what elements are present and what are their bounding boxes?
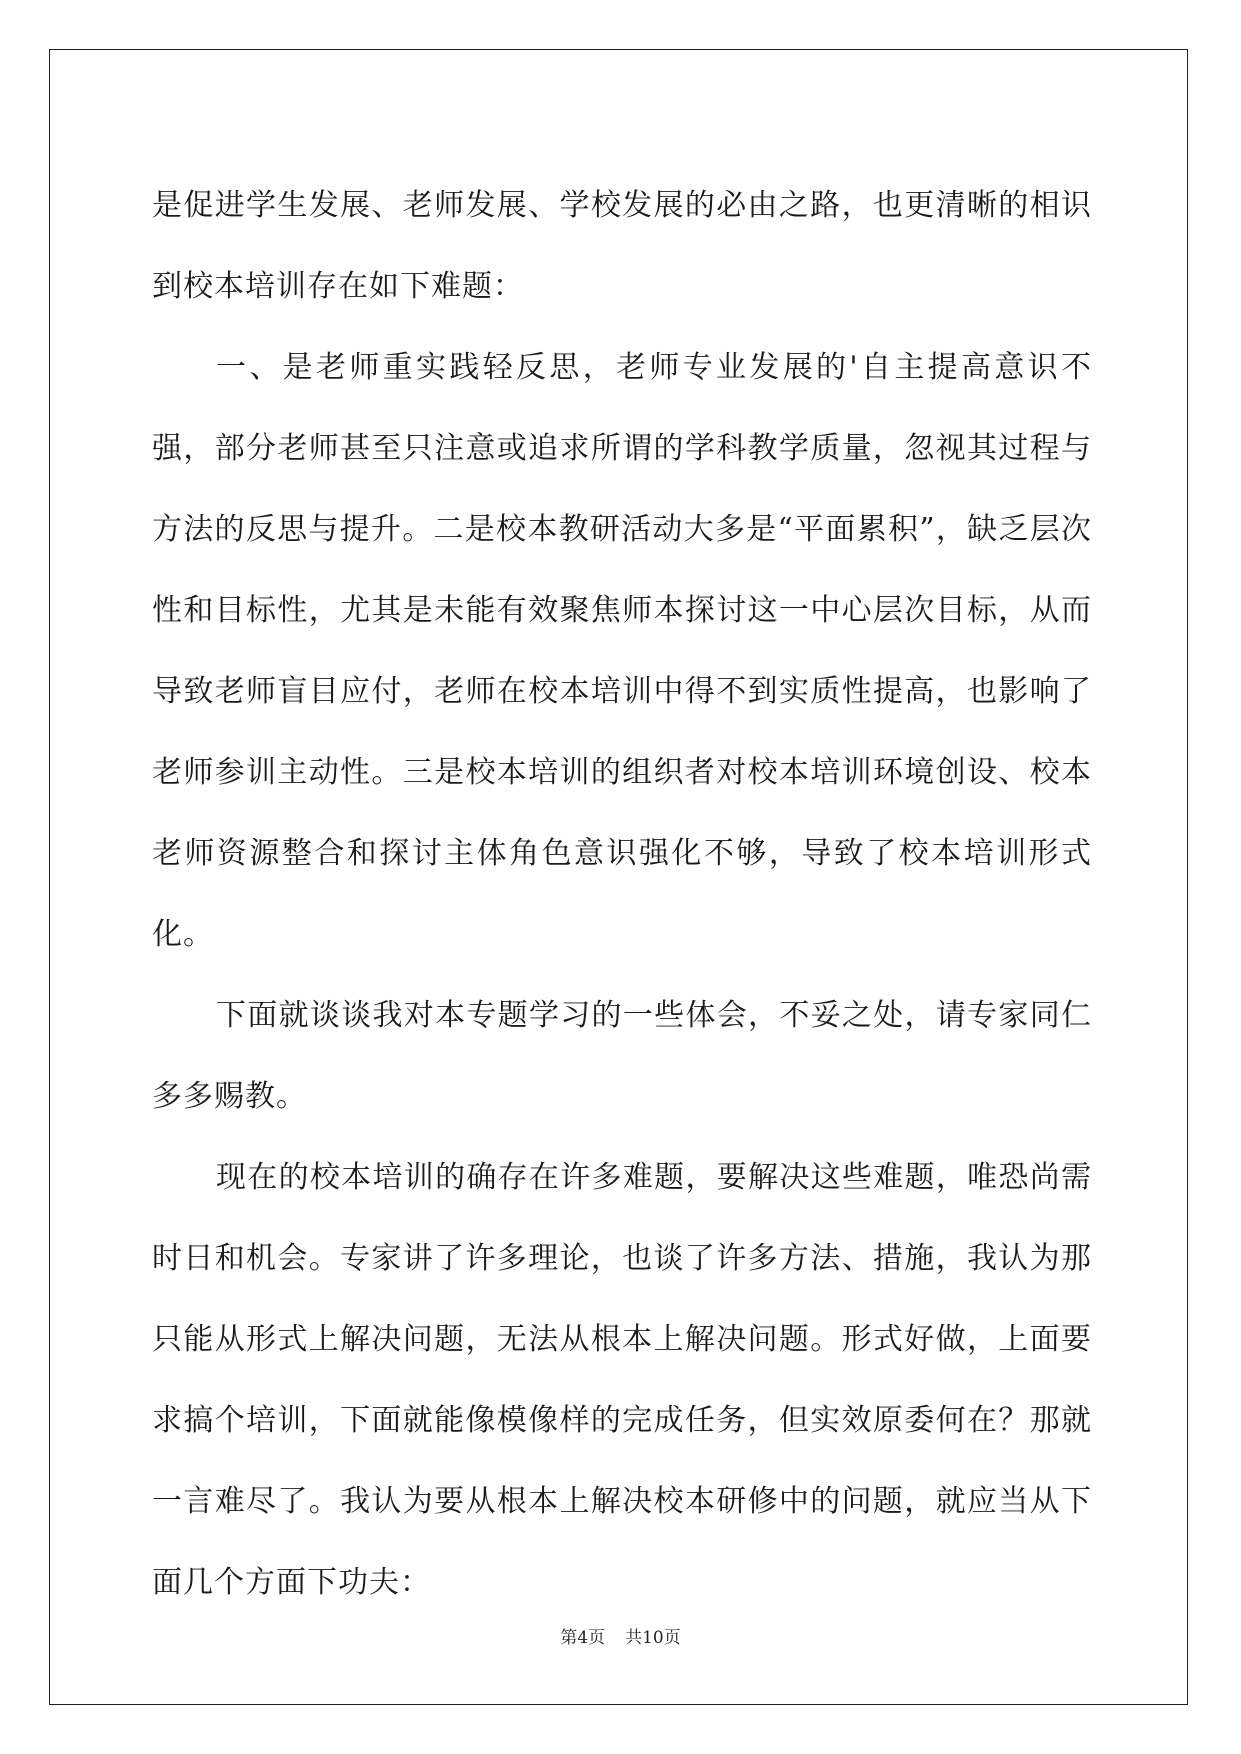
page-total: 共10页 — [625, 1628, 681, 1648]
document-body — [152, 165, 1092, 1623]
page-number: 第4页 — [560, 1628, 606, 1648]
page-footer — [0, 1623, 1241, 1648]
paragraph-problems: 一、是老师重实践轻反思，老师专业发展的'自主提高意识不强，部分老师甚至只注意或追求所谓的学科教学质量，忽视其过程与方法的反思与提升。二是校本教研活动大多是“平面累积”，缺乏层次性和目标性，尤其是未能有效聚焦师本探讨这一中心层次目标，从而导致老师盲目应付，老师在校本培训中得不到实质性提高，也影响了老师参训主动性。三是校本培训的组织者对校本培训环境创设、校本老师资源整合和探讨主体角色意识强化不够，导致了校本培训形式化。 — [152, 350, 1092, 952]
paragraph-solutions: 现在的校本培训的确存在许多难题，要解决这些难题，唯恐尚需时日和机会。专家讲了许多理论，也谈了许多方法、措施，我认为那只能从形式上解决问题，无法从根本上解决问题。形式好做，上面要求搞个培训，下面就能像模像样的完成任务，但实效原委何在？那就一言难尽了。我认为要从根本上解决校本研修中的问题，就应当从下面几个方面下功夫： — [152, 1160, 1092, 1600]
paragraph-intro: 下面就谈谈我对本专题学习的一些体会，不妥之处，请专家同仁多多赐教。 — [152, 998, 1092, 1114]
paragraph-continuation: 是促进学生发展、老师发展、学校发展的必由之路，也更清晰的相识到校本培训存在如下难题： — [152, 188, 1092, 304]
